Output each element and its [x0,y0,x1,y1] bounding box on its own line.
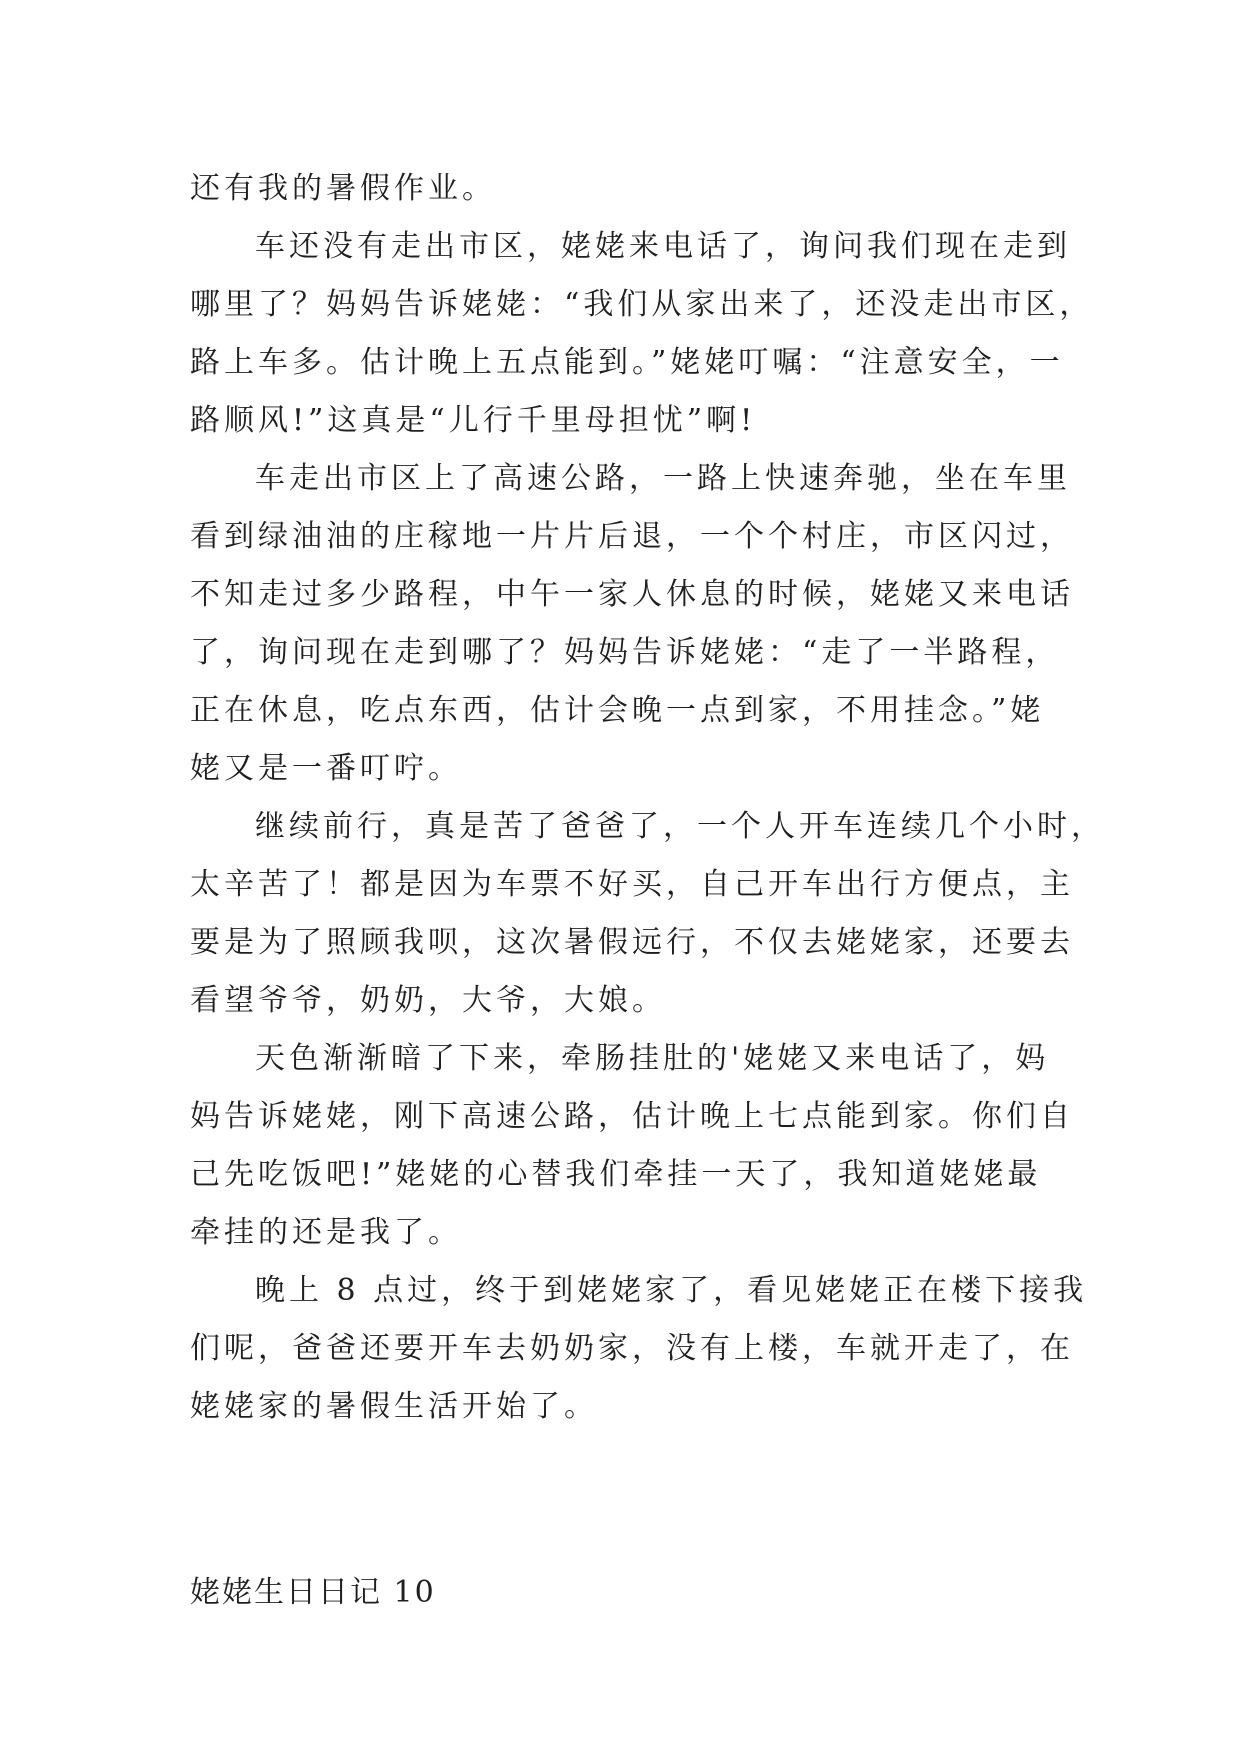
text-line: 姥姥家的暑假生活开始了。 [190,1389,598,1424]
text-line: 牵挂的还是我了。 [190,1215,462,1250]
text-line: 哪里了？妈妈告诉姥姥：“我们从家出来了，还没走出市区， [190,287,1094,322]
document-body [190,160,1105,1622]
text-line: 晚上 8 点过，终于到姥姥家了，看见姥姥正在楼下接我 [255,1273,1088,1308]
text-line: 路顺风!”这真是“儿行千里母担忧”啊! [190,403,757,438]
section-gap [190,1436,1050,1564]
text-line: 车走出市区上了高速公路，一路上快速奔驰，坐在车里 [255,461,1071,496]
text-line: 天色渐渐暗了下来，牵肠挂肚的'姥姥又来电话了，妈 [255,1041,1050,1076]
text-line: 姥又是一番叮咛。 [190,751,462,786]
text-line: 不知走过多少路程，中午一家人休息的时候，姥姥又来电话 [190,577,1074,612]
text-line: 正在休息，吃点东西，估计会晚一点到家，不用挂念。”姥 [190,693,1045,728]
text-line: 己先吃饭吧!”姥姥的心替我们牵挂一天了，我知道姥姥最 [190,1157,1042,1192]
text-line: 太辛苦了！都是因为车票不好买，自己开车出行方便点，主 [190,867,1074,902]
text-line: 了，询问现在走到哪了？妈妈告诉姥姥：“走了一半路程， [190,635,1060,670]
text-line: 看到绿油油的庄稼地一片片后退，一个个村庄，市区闪过， [190,519,1074,554]
text-line: 们呢，爸爸还要开车去奶奶家，没有上楼，车就开走了，在 [190,1331,1074,1366]
text-line: 还有我的暑假作业。 [190,171,496,206]
text-line: 看望爷爷，奶奶，大爷，大娘。 [190,983,666,1018]
section-heading: 姥姥生日日记 10 [190,1575,436,1610]
text-line: 继续前行，真是苦了爸爸了，一个人开车连续几个小时， [255,809,1105,844]
text-line: 路上车多。估计晚上五点能到。”姥姥叮嘱：“注意安全，一 [190,345,1064,380]
text-line: 妈告诉姥姥，刚下高速公路，估计晚上七点能到家。你们自 [190,1099,1074,1134]
text-line: 车还没有走出市区，姥姥来电话了，询问我们现在走到 [255,229,1071,264]
text-line: 要是为了照顾我呗，这次暑假远行，不仅去姥姥家，还要去 [190,925,1074,960]
